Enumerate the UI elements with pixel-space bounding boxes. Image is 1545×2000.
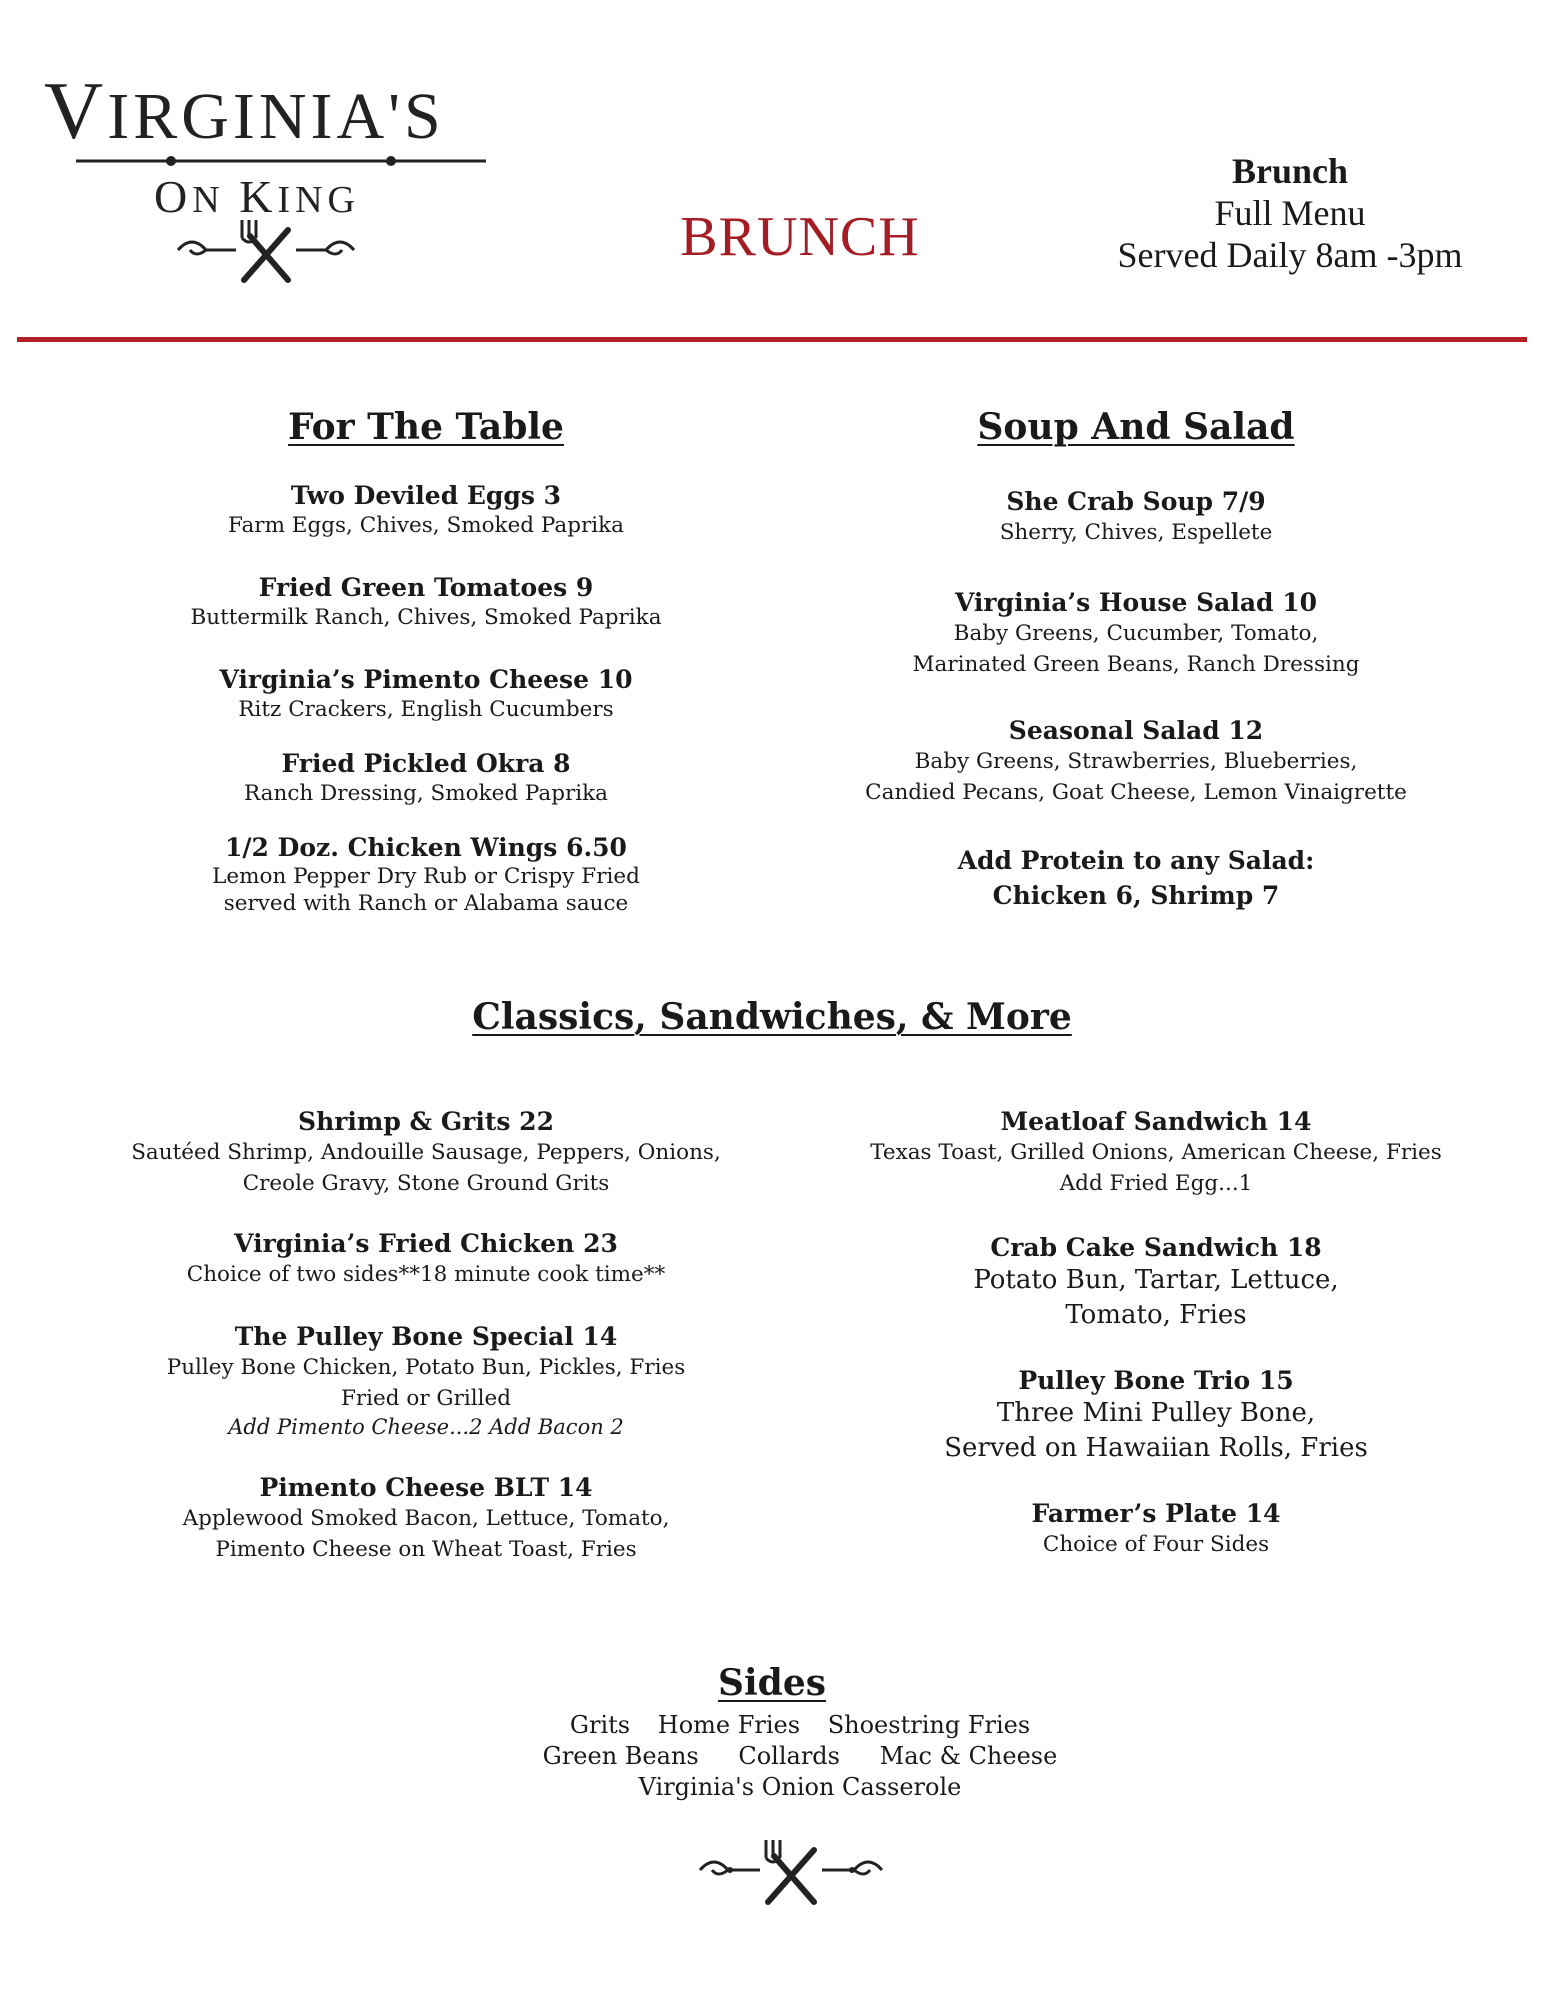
logo-wordmark: VIRGINIA'S	[44, 65, 445, 156]
hours-title: Brunch	[1231, 151, 1349, 191]
item-description: Marinated Green Beans, Ranch Dressing	[912, 652, 1360, 677]
hours-line-2: Served Daily 8am -3pm	[1117, 235, 1463, 275]
item-description: Choice of Four Sides	[1042, 1532, 1270, 1557]
fork-knife-flourish-icon	[166, 216, 366, 286]
menu-item	[806, 1498, 1506, 1561]
item-description: Served on Hawaiian Rolls, Fries	[944, 1433, 1368, 1463]
item-name: Two Deviled Eggs 3	[290, 481, 562, 510]
menu-item	[806, 1365, 1506, 1466]
menu-item	[126, 480, 726, 540]
item-description: Pimento Cheese on Wheat Toast, Fries	[215, 1537, 637, 1562]
item-description: Ranch Dressing, Smoked Paprika	[243, 781, 609, 806]
item-description: Potato Bun, Tartar, Lettuce,	[973, 1265, 1339, 1295]
sides-row	[420, 1772, 1180, 1803]
item-description: Farm Eggs, Chives, Smoked Paprika	[228, 513, 624, 538]
sides-row	[420, 1741, 1180, 1772]
item-name: Virginia’s Fried Chicken 23	[234, 1229, 618, 1258]
menu-item	[76, 1472, 776, 1564]
menu-item	[76, 1106, 776, 1198]
logo-rule	[76, 154, 486, 168]
item-name: Meatloaf Sandwich 14	[1000, 1107, 1312, 1136]
protein-add-on	[826, 843, 1446, 913]
menu-item	[76, 1321, 776, 1442]
for-the-table-list	[126, 480, 726, 917]
side-item: Collards	[738, 1742, 840, 1770]
item-description: Buttermilk Ranch, Chives, Smoked Paprika	[190, 605, 662, 630]
menu-item	[826, 587, 1446, 679]
item-description: Three Mini Pulley Bone,	[996, 1398, 1316, 1428]
menu-item	[126, 572, 726, 632]
fork-knife-flourish-icon	[686, 1836, 896, 1906]
item-name: Fried Pickled Okra 8	[281, 749, 571, 778]
side-item: Grits	[569, 1711, 631, 1739]
menu-item	[806, 1106, 1506, 1198]
section-heading-soup-and-salad: Soup And Salad	[977, 406, 1295, 448]
sides-row	[420, 1710, 1180, 1741]
item-name: Farmer’s Plate 14	[1031, 1499, 1281, 1528]
item-name: Virginia’s House Salad 10	[954, 588, 1318, 617]
item-name: Pulley Bone Trio 15	[1018, 1366, 1294, 1395]
item-description: Fried or Grilled	[340, 1386, 512, 1411]
menu-item	[126, 748, 726, 808]
classics-right-list	[806, 1106, 1506, 1561]
item-description: Texas Toast, Grilled Onions, American Cheese, Fries	[870, 1140, 1442, 1165]
item-description: Sautéed Shrimp, Andouille Sausage, Peppers, Onions,	[131, 1140, 721, 1165]
section-heading-sides: Sides	[717, 1662, 827, 1704]
item-name: The Pulley Bone Special 14	[234, 1322, 618, 1351]
side-item: Home Fries	[657, 1711, 801, 1739]
item-description: served with Ranch or Alabama sauce	[223, 891, 629, 916]
item-add-on-note: Add Pimento Cheese...2 Add Bacon 2	[228, 1415, 624, 1439]
protein-line: Add Protein to any Salad:	[957, 846, 1315, 875]
menu-item	[76, 1228, 776, 1291]
item-name: Fried Green Tomatoes 9	[258, 573, 594, 602]
section-heading-for-the-table: For The Table	[288, 406, 564, 448]
item-description: Sherry, Chives, Espellete	[999, 520, 1273, 545]
item-name: Shrimp & Grits 22	[298, 1107, 554, 1136]
menu-item	[826, 715, 1446, 807]
item-name: She Crab Soup 7/9	[1006, 487, 1266, 516]
side-item: Shoestring Fries	[827, 1711, 1031, 1739]
item-description: Choice of two sides**18 minute cook time**	[186, 1262, 666, 1287]
item-description: Baby Greens, Strawberries, Blueberries,	[914, 749, 1358, 774]
item-description: Add Fried Egg...1	[1059, 1171, 1253, 1196]
item-description: Baby Greens, Cucumber, Tomato,	[953, 621, 1319, 646]
item-description: Tomato, Fries	[1065, 1300, 1247, 1330]
menu-item	[126, 832, 726, 917]
soup-and-salad-list	[826, 486, 1446, 913]
menu-title: BRUNCH	[680, 206, 920, 268]
restaurant-logo	[36, 65, 496, 290]
side-item: Virginia's Onion Casserole	[638, 1773, 962, 1801]
item-description: Lemon Pepper Dry Rub or Crispy Fried	[212, 864, 640, 889]
menu-item	[826, 486, 1446, 549]
menu-item	[806, 1232, 1506, 1333]
item-name: Virginia’s Pimento Cheese 10	[219, 665, 633, 694]
logo-subline: ON KING	[154, 171, 360, 222]
item-description: Creole Gravy, Stone Ground Grits	[242, 1171, 610, 1196]
side-item: Mac & Cheese	[879, 1742, 1058, 1770]
section-heading-classics: Classics, Sandwiches, & More	[472, 996, 1072, 1038]
sides-list	[420, 1710, 1180, 1803]
side-item: Green Beans	[542, 1742, 699, 1770]
header-divider	[17, 337, 1527, 342]
item-description: Pulley Bone Chicken, Potato Bun, Pickles, Fries	[166, 1355, 686, 1380]
protein-prices: Chicken 6, Shrimp 7	[992, 881, 1280, 910]
menu-item	[126, 664, 726, 724]
item-description: Ritz Crackers, English Cucumbers	[238, 697, 614, 722]
classics-left-list	[76, 1106, 776, 1564]
item-name: Crab Cake Sandwich 18	[990, 1233, 1322, 1262]
item-description: Candied Pecans, Goat Cheese, Lemon Vinaigrette	[865, 780, 1407, 805]
hours-line-1: Full Menu	[1214, 193, 1366, 233]
service-hours	[1070, 150, 1510, 276]
item-name: Pimento Cheese BLT 14	[259, 1473, 593, 1502]
item-description: Applewood Smoked Bacon, Lettuce, Tomato,	[182, 1506, 670, 1531]
item-name: 1/2 Doz. Chicken Wings 6.50	[225, 833, 627, 862]
item-name: Seasonal Salad 12	[1008, 716, 1264, 745]
